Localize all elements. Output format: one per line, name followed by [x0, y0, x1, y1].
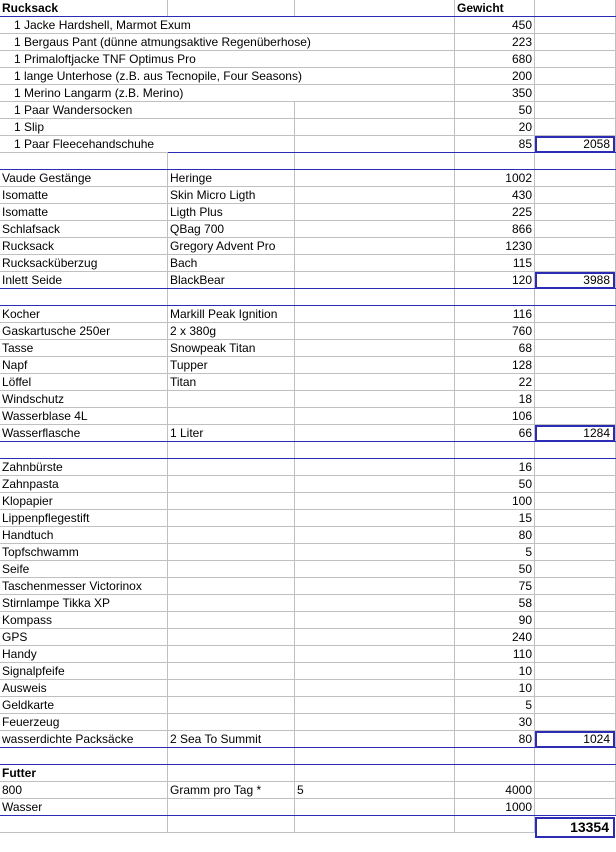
item-weight[interactable]: 16 [455, 459, 535, 476]
section-sum[interactable]: 3988 [535, 272, 615, 289]
section-divider [0, 441, 616, 442]
item-weight[interactable]: 50 [455, 102, 535, 119]
table-row [0, 629, 616, 646]
item-detail[interactable]: 2 Sea To Summit [168, 731, 295, 748]
item-detail[interactable]: Markill Peak Ignition [168, 306, 295, 323]
item-name[interactable]: 1 Jacke Hardshell, Marmot Exum [0, 17, 168, 34]
empty-cell[interactable] [535, 510, 616, 527]
empty-cell[interactable] [295, 102, 455, 119]
empty-cell[interactable] [168, 748, 295, 765]
empty-row [0, 442, 616, 459]
empty-cell[interactable] [455, 442, 535, 459]
empty-cell[interactable] [535, 527, 616, 544]
item-weight[interactable]: 75 [455, 578, 535, 595]
table-row [0, 425, 616, 442]
table-row [0, 204, 616, 221]
item-detail[interactable] [168, 714, 295, 731]
table-row [0, 357, 616, 374]
item-name[interactable]: 800 [0, 782, 168, 799]
item-detail[interactable] [168, 612, 295, 629]
item-weight[interactable]: 20 [455, 119, 535, 136]
table-row [0, 170, 616, 187]
empty-cell[interactable] [455, 289, 535, 306]
empty-cell[interactable] [295, 306, 455, 323]
item-detail[interactable] [168, 544, 295, 561]
empty-cell[interactable] [535, 646, 616, 663]
empty-cell[interactable] [535, 102, 616, 119]
item-detail[interactable] [168, 561, 295, 578]
item-detail[interactable] [168, 476, 295, 493]
empty-cell[interactable] [295, 272, 455, 289]
empty-cell[interactable] [535, 493, 616, 510]
empty-cell[interactable] [535, 323, 616, 340]
item-weight[interactable]: 680 [455, 51, 535, 68]
item-detail[interactable]: 2 x 380g [168, 323, 295, 340]
table-row [0, 136, 616, 153]
item-extra[interactable] [295, 799, 455, 816]
item-detail[interactable] [168, 391, 295, 408]
empty-cell[interactable] [535, 51, 616, 68]
item-weight[interactable]: 866 [455, 221, 535, 238]
empty-cell[interactable] [295, 0, 455, 17]
item-detail[interactable] [168, 493, 295, 510]
item-name[interactable]: Isomatte [0, 187, 168, 204]
empty-cell[interactable] [535, 306, 616, 323]
item-name[interactable]: Taschenmesser Victorinox [0, 578, 168, 595]
item-name[interactable]: Klopapier [0, 493, 168, 510]
empty-cell[interactable] [535, 204, 616, 221]
table-row [0, 510, 616, 527]
item-weight[interactable]: 760 [455, 323, 535, 340]
item-weight[interactable]: 225 [455, 204, 535, 221]
item-name[interactable]: Lippenpflegestift [0, 510, 168, 527]
item-weight[interactable]: 18 [455, 391, 535, 408]
item-detail[interactable]: Titan [168, 374, 295, 391]
empty-cell[interactable] [295, 578, 455, 595]
item-detail[interactable] [168, 646, 295, 663]
item-name[interactable]: Inlett Seide [0, 272, 168, 289]
table-row [0, 374, 616, 391]
empty-cell[interactable] [535, 680, 616, 697]
empty-cell[interactable] [535, 748, 616, 765]
empty-cell[interactable] [535, 663, 616, 680]
table-row [0, 714, 616, 731]
section-sum[interactable]: 1284 [535, 425, 615, 442]
empty-cell[interactable] [535, 374, 616, 391]
item-name[interactable]: Signalpfeife [0, 663, 168, 680]
item-detail[interactable]: 1 Liter [168, 425, 295, 442]
item-weight[interactable]: 1000 [455, 799, 535, 816]
empty-cell[interactable] [0, 816, 168, 833]
section-divider [0, 288, 616, 289]
empty-cell[interactable] [455, 765, 535, 782]
empty-cell[interactable] [535, 170, 616, 187]
item-detail[interactable] [168, 697, 295, 714]
table-row [0, 187, 616, 204]
item-weight[interactable]: 5 [455, 544, 535, 561]
empty-cell[interactable] [168, 102, 295, 119]
empty-cell[interactable] [535, 799, 616, 816]
item-detail[interactable]: Tupper [168, 357, 295, 374]
item-weight[interactable]: 50 [455, 561, 535, 578]
weight-header[interactable]: Gewicht [455, 0, 535, 17]
empty-cell[interactable] [535, 765, 616, 782]
item-name[interactable]: Windschutz [0, 391, 168, 408]
empty-cell[interactable] [295, 816, 455, 833]
empty-cell[interactable] [295, 442, 455, 459]
empty-cell[interactable] [535, 408, 616, 425]
item-name[interactable]: 1 Paar Wandersocken [0, 102, 168, 119]
empty-cell[interactable] [535, 340, 616, 357]
item-name[interactable]: Handtuch [0, 527, 168, 544]
empty-cell[interactable] [295, 510, 455, 527]
item-weight[interactable]: 116 [455, 306, 535, 323]
table-row [0, 408, 616, 425]
item-weight[interactable]: 10 [455, 663, 535, 680]
empty-cell[interactable] [535, 578, 616, 595]
empty-cell[interactable] [535, 459, 616, 476]
table-row [0, 731, 616, 748]
empty-cell[interactable] [535, 187, 616, 204]
item-weight[interactable]: 350 [455, 85, 535, 102]
item-name[interactable]: 1 Paar Fleecehandschuhe [0, 136, 168, 153]
empty-cell[interactable] [0, 748, 168, 765]
empty-cell[interactable] [295, 85, 455, 102]
item-name[interactable]: Löffel [0, 374, 168, 391]
item-weight[interactable]: 90 [455, 612, 535, 629]
empty-cell[interactable] [168, 289, 295, 306]
item-weight[interactable]: 128 [455, 357, 535, 374]
empty-row [0, 748, 616, 765]
empty-cell[interactable] [295, 51, 455, 68]
empty-cell[interactable] [168, 442, 295, 459]
item-detail[interactable]: BlackBear [168, 272, 295, 289]
item-detail[interactable] [168, 510, 295, 527]
table-row [0, 697, 616, 714]
table-row [0, 340, 616, 357]
empty-cell[interactable] [295, 374, 455, 391]
empty-cell[interactable] [535, 153, 616, 170]
item-name[interactable]: Tasse [0, 340, 168, 357]
item-weight[interactable]: 85 [455, 136, 535, 153]
item-name[interactable]: Wasserflasche [0, 425, 168, 442]
item-weight[interactable]: 106 [455, 408, 535, 425]
empty-cell[interactable] [295, 238, 455, 255]
table-row [0, 255, 616, 272]
food-title[interactable]: Futter [0, 765, 168, 782]
empty-cell[interactable] [295, 153, 455, 170]
item-name[interactable]: 1 Primaloftjacke TNF Optimus Pro [0, 51, 168, 68]
item-detail[interactable]: Bach [168, 255, 295, 272]
item-name[interactable]: 1 lange Unterhose (z.B. aus Tecnopile, Four Seasons) [0, 68, 168, 85]
empty-cell[interactable] [168, 153, 295, 170]
empty-cell[interactable] [535, 476, 616, 493]
empty-cell[interactable] [0, 153, 168, 170]
item-detail[interactable] [168, 663, 295, 680]
empty-cell[interactable] [295, 476, 455, 493]
table-row [0, 119, 616, 136]
item-name[interactable]: Rucksack [0, 238, 168, 255]
food-header-row [0, 765, 616, 782]
empty-cell[interactable] [535, 255, 616, 272]
item-name[interactable]: Geldkarte [0, 697, 168, 714]
table-row [0, 612, 616, 629]
item-weight[interactable]: 5 [455, 697, 535, 714]
table-row [0, 544, 616, 561]
item-weight[interactable]: 200 [455, 68, 535, 85]
item-weight[interactable]: 22 [455, 374, 535, 391]
item-name[interactable]: Wasserblase 4L [0, 408, 168, 425]
empty-cell[interactable] [535, 221, 616, 238]
section-sum[interactable]: 1024 [535, 731, 615, 748]
empty-cell[interactable] [535, 289, 616, 306]
empty-row [0, 153, 616, 170]
item-name[interactable]: Kocher [0, 306, 168, 323]
empty-cell[interactable] [535, 34, 616, 51]
empty-cell[interactable] [295, 340, 455, 357]
empty-cell[interactable] [295, 221, 455, 238]
item-detail[interactable] [168, 408, 295, 425]
item-name[interactable]: Seife [0, 561, 168, 578]
table-row [0, 527, 616, 544]
empty-cell[interactable] [295, 714, 455, 731]
empty-cell[interactable] [295, 425, 455, 442]
empty-cell[interactable] [168, 765, 295, 782]
empty-row [0, 289, 616, 306]
item-name[interactable]: Napf [0, 357, 168, 374]
empty-cell[interactable] [535, 561, 616, 578]
table-row [0, 799, 616, 816]
item-weight[interactable]: 115 [455, 255, 535, 272]
empty-cell[interactable] [535, 544, 616, 561]
item-detail[interactable]: Heringe [168, 170, 295, 187]
table-row [0, 85, 616, 102]
item-weight[interactable]: 240 [455, 629, 535, 646]
table-row [0, 272, 616, 289]
item-detail[interactable]: Skin Micro Ligth [168, 187, 295, 204]
table-row [0, 68, 616, 85]
item-name[interactable]: Handy [0, 646, 168, 663]
empty-cell[interactable] [295, 629, 455, 646]
sheet-title[interactable]: Rucksack [0, 0, 168, 17]
item-weight[interactable]: 430 [455, 187, 535, 204]
empty-cell[interactable] [455, 816, 535, 833]
item-name[interactable]: Topfschwamm [0, 544, 168, 561]
table-row [0, 221, 616, 238]
table-row [0, 663, 616, 680]
item-weight[interactable]: 4000 [455, 782, 535, 799]
empty-cell[interactable] [295, 731, 455, 748]
item-detail[interactable] [168, 459, 295, 476]
table-row [0, 561, 616, 578]
item-name[interactable]: Gaskartusche 250er [0, 323, 168, 340]
item-weight[interactable]: 1002 [455, 170, 535, 187]
item-weight[interactable]: 450 [455, 17, 535, 34]
empty-cell[interactable] [535, 68, 616, 85]
empty-cell[interactable] [295, 391, 455, 408]
item-detail[interactable] [168, 527, 295, 544]
empty-cell[interactable] [295, 357, 455, 374]
empty-cell[interactable] [295, 187, 455, 204]
item-name[interactable]: Rucksacküberzug [0, 255, 168, 272]
item-weight[interactable]: 68 [455, 340, 535, 357]
item-weight[interactable]: 30 [455, 714, 535, 731]
empty-cell[interactable] [295, 323, 455, 340]
item-extra[interactable]: 5 [295, 782, 455, 799]
empty-cell[interactable] [295, 561, 455, 578]
empty-cell[interactable] [295, 119, 455, 136]
item-name[interactable]: Ausweis [0, 680, 168, 697]
item-detail[interactable] [168, 578, 295, 595]
empty-cell[interactable] [295, 68, 455, 85]
item-detail[interactable]: QBag 700 [168, 221, 295, 238]
table-row [0, 493, 616, 510]
item-detail[interactable] [168, 680, 295, 697]
empty-cell[interactable] [535, 17, 616, 34]
item-weight[interactable]: 15 [455, 510, 535, 527]
table-row [0, 459, 616, 476]
item-name[interactable]: Zahnbürste [0, 459, 168, 476]
empty-cell[interactable] [455, 153, 535, 170]
item-name[interactable]: 1 Bergaus Pant (dünne atmungsaktive Regenüberhose) [0, 34, 168, 51]
item-name[interactable]: 1 Slip [0, 119, 168, 136]
table-row [0, 391, 616, 408]
item-weight[interactable]: 58 [455, 595, 535, 612]
item-weight[interactable]: 80 [455, 731, 535, 748]
empty-cell[interactable] [295, 255, 455, 272]
item-weight[interactable]: 110 [455, 646, 535, 663]
table-row [0, 17, 616, 34]
empty-cell[interactable] [0, 289, 168, 306]
empty-cell[interactable] [295, 544, 455, 561]
item-name[interactable]: Vaude Gestänge [0, 170, 168, 187]
item-weight[interactable]: 66 [455, 425, 535, 442]
section-divider [0, 747, 616, 748]
empty-cell[interactable] [295, 697, 455, 714]
empty-cell[interactable] [535, 442, 616, 459]
grand-total[interactable]: 13354 [535, 817, 615, 838]
empty-cell[interactable] [168, 85, 295, 102]
item-name[interactable]: Schlafsack [0, 221, 168, 238]
empty-cell[interactable] [295, 527, 455, 544]
empty-cell[interactable] [168, 816, 295, 833]
item-name[interactable]: Zahnpasta [0, 476, 168, 493]
table-row [0, 34, 616, 51]
empty-cell[interactable] [295, 612, 455, 629]
item-name[interactable]: Feuerzeug [0, 714, 168, 731]
table-row [0, 238, 616, 255]
item-weight[interactable]: 50 [455, 476, 535, 493]
item-name[interactable]: Isomatte [0, 204, 168, 221]
item-detail[interactable]: Ligth Plus [168, 204, 295, 221]
table-row [0, 306, 616, 323]
item-detail[interactable]: Gramm pro Tag * [168, 782, 295, 799]
item-weight[interactable]: 1230 [455, 238, 535, 255]
item-detail[interactable] [168, 799, 295, 816]
empty-cell[interactable] [295, 170, 455, 187]
empty-cell[interactable] [0, 442, 168, 459]
empty-cell[interactable] [295, 765, 455, 782]
empty-cell[interactable] [295, 680, 455, 697]
empty-cell[interactable] [295, 748, 455, 765]
item-detail[interactable]: Gregory Advent Pro [168, 238, 295, 255]
table-row [0, 782, 616, 799]
empty-cell[interactable] [535, 595, 616, 612]
empty-cell[interactable] [535, 85, 616, 102]
empty-cell[interactable] [295, 646, 455, 663]
empty-cell[interactable] [168, 0, 295, 17]
item-name[interactable]: Kompass [0, 612, 168, 629]
empty-cell[interactable] [295, 289, 455, 306]
item-name[interactable]: Stirnlampe Tikka XP [0, 595, 168, 612]
item-name[interactable]: GPS [0, 629, 168, 646]
empty-cell[interactable] [535, 238, 616, 255]
item-weight[interactable]: 100 [455, 493, 535, 510]
empty-cell[interactable] [535, 612, 616, 629]
table-row [0, 51, 616, 68]
item-detail[interactable] [168, 595, 295, 612]
empty-cell[interactable] [535, 119, 616, 136]
empty-cell[interactable] [295, 34, 455, 51]
table-row [0, 680, 616, 697]
empty-cell[interactable] [295, 136, 455, 153]
item-name[interactable]: Wasser [0, 799, 168, 816]
empty-cell[interactable] [295, 17, 455, 34]
empty-cell[interactable] [295, 595, 455, 612]
table-row [0, 578, 616, 595]
empty-cell[interactable] [168, 136, 295, 153]
empty-cell[interactable] [168, 119, 295, 136]
total-row [0, 816, 616, 833]
table-row [0, 323, 616, 340]
item-weight[interactable]: 10 [455, 680, 535, 697]
empty-cell[interactable] [535, 782, 616, 799]
table-row [0, 102, 616, 119]
empty-cell[interactable] [535, 357, 616, 374]
item-detail[interactable] [168, 629, 295, 646]
empty-cell[interactable] [535, 0, 616, 17]
empty-cell[interactable] [535, 697, 616, 714]
item-name[interactable]: 1 Merino Langarm (z.B. Merino) [0, 85, 168, 102]
table-row [0, 476, 616, 493]
item-weight[interactable]: 80 [455, 527, 535, 544]
empty-cell[interactable] [535, 391, 616, 408]
empty-cell[interactable] [295, 459, 455, 476]
item-name[interactable]: wasserdichte Packsäcke [0, 731, 168, 748]
empty-cell[interactable] [295, 408, 455, 425]
table-row [0, 595, 616, 612]
item-weight[interactable]: 120 [455, 272, 535, 289]
empty-cell[interactable] [295, 493, 455, 510]
empty-cell[interactable] [455, 748, 535, 765]
empty-cell[interactable] [295, 663, 455, 680]
empty-cell[interactable] [295, 204, 455, 221]
header-row [0, 0, 616, 17]
empty-cell[interactable] [535, 629, 616, 646]
item-detail[interactable]: Snowpeak Titan [168, 340, 295, 357]
empty-cell[interactable] [535, 714, 616, 731]
item-weight[interactable]: 223 [455, 34, 535, 51]
section-sum[interactable]: 2058 [535, 136, 615, 153]
table-row [0, 646, 616, 663]
